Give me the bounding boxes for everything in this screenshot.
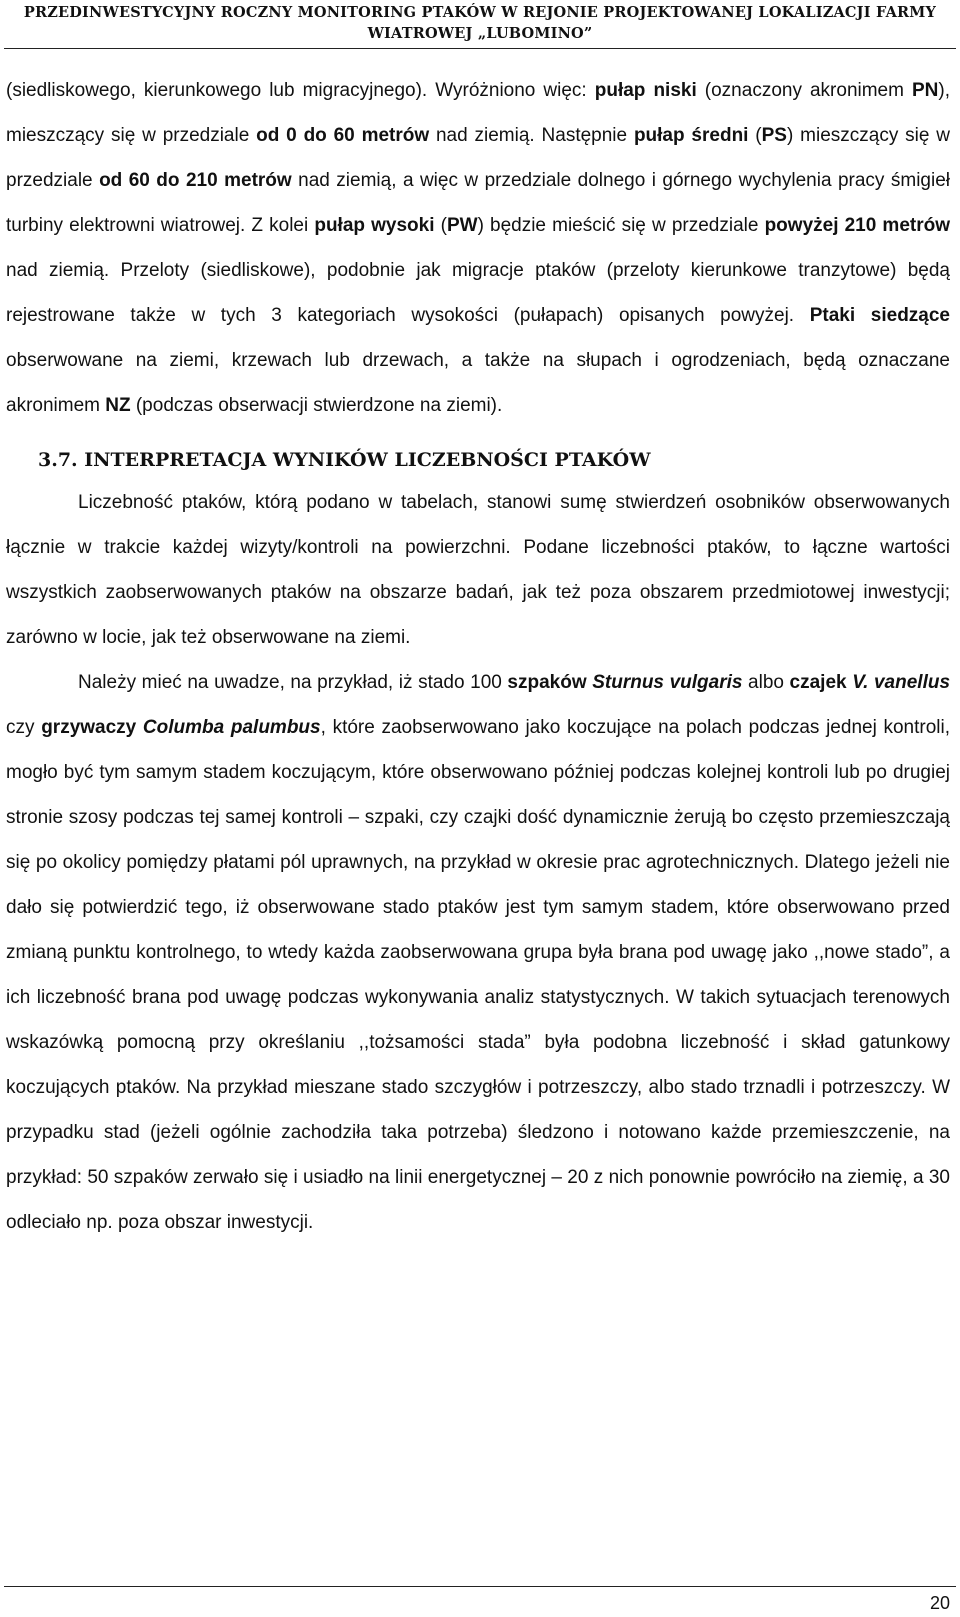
text-span: nad ziemią. Przeloty (siedliskowe), podobnie jak migracje ptaków (przeloty kierunkowe tranzytowe) będą rejestrowane także w tych 3 kategoriach wysokości (pułapach) opisanych powyżej. — [6, 260, 950, 326]
species-latin-lapwing: V. vanellus — [852, 672, 951, 693]
header-divider — [4, 48, 956, 49]
text-span — [136, 717, 143, 738]
text-span: ), mieszczący się w przedziale — [6, 80, 951, 146]
range-mid: od 60 do 210 metrów — [99, 170, 292, 191]
text-span: czy — [6, 717, 42, 738]
paragraph-flock-example — [6, 660, 950, 1245]
running-header-line-2: WIATROWEJ „LUBOMINO” — [367, 25, 593, 42]
text-span: ( — [748, 125, 762, 146]
paragraph-counts: Liczebność ptaków, którą podano w tabelach, stanowi sumę stwierdzeń osobników obserwowanych łącznie w trakcie każdej wizyty/kontroli na powierzchni. Podane liczebności ptaków, to łączne wartości wszystkich zaobserwowanych ptaków na obszarze badań, jak też poza obszarem przedmiotowej inwestycji; zarówno w locie, jak też obserwowane na ziemi. — [6, 492, 950, 648]
page-body — [6, 68, 950, 1245]
term-low-ceiling: pułap niski — [594, 80, 697, 101]
text-span: ) będzie mieścić się w przedziale — [477, 215, 765, 236]
text-span: , które zaobserwowano jako koczujące na polach podczas jednej kontroli, mogło być tym samym stadem koczującym, które obserwowano później podczas kolejnej kontroli lub po drugiej stronie szosy podczas tej samej kontroli – szpaki, czy czajki dość dynamicznie żerują bo często przemieszczają się po okolicy pomiędzy płatami pól uprawnych, na przykład w okresie prac agrotechnicznych. Dlatego jeżeli nie dało się potwierdzić tego, iż obserwowane stado ptaków jest tym samym stadem, które obserwowano przed zmianą punktu kontrolnego, to wtedy każda zaobserwowana grupa była brana pod uwagę jako ,,nowe stado”, a ich liczebność brana pod uwagę podczas wykonywania analiz statystycznych. W takich sytuacjach terenowych wskazówką pomocną przy określaniu ,,tożsamości stada” była podobna liczebność i skład gatunkowy koczujących ptaków. Na przykład mieszane stado szczygłów i potrzeszczy, albo stado trznadli i potrzeszczy. W przypadku stad (jeżeli ogólnie zachodziła taka potrzeba) śledzono i notowano każde przemieszczenie, na przykład: 50 szpaków zerwało się i usiadło na linii energetycznej – 20 z nich ponownie powróciło na ziemię, a 30 odleciało np. poza obszar inwestycji. — [6, 717, 950, 1233]
text-span: obserwowane na ziemi, krzewach lub drzewach, a także na słupach i ogrodzeniach, będą oznaczane akronimem — [6, 350, 950, 416]
species-latin-starling: Sturnus vulgaris — [592, 672, 743, 693]
species-latin-woodpigeon: Columba palumbus — [142, 717, 321, 738]
range-low: od 0 do 60 metrów — [256, 125, 430, 146]
text-span: ( — [434, 215, 447, 236]
term-high-ceiling: pułap wysoki — [314, 215, 435, 236]
species-common-starling: szpaków — [507, 672, 587, 693]
text-span: Należy mieć na uwadze, na przykład, iż stado 100 — [78, 672, 508, 693]
range-high: powyżej 210 metrów — [764, 215, 950, 236]
acronym-nz: NZ — [105, 395, 131, 416]
page-number: 20 — [929, 1593, 950, 1613]
text-span: nad ziemią. Następnie — [429, 125, 634, 146]
text-span: (siedliskowego, kierunkowego lub migracyjnego). Wyróżniono więc: — [6, 80, 595, 101]
section-heading: 3.7. INTERPRETACJA WYNIKÓW LICZEBNOŚCI PTAKÓW — [38, 449, 651, 471]
running-header-line-1: PRZEDINWESTYCYJNY ROCZNY MONITORING PTAKÓW W REJONIE PROJEKTOWANEJ LOKALIZACJI FARMY — [23, 4, 937, 21]
text-span: ) mieszczący się w przedziale — [6, 125, 950, 191]
term-sitting-birds: Ptaki siedzące — [809, 305, 951, 326]
paragraph-altitude-categories — [6, 68, 950, 428]
acronym-pw: PW — [446, 215, 478, 236]
acronym-ps: PS — [761, 125, 787, 146]
species-common-lapwing: czajek — [789, 672, 847, 693]
term-mid-ceiling: pułap średni — [633, 125, 749, 146]
acronym-pn: PN — [912, 80, 939, 101]
text-span: (podczas obserwacji stwierdzone na ziemi). — [130, 395, 503, 416]
species-common-woodpigeon: grzywaczy — [41, 717, 137, 738]
text-span: albo — [742, 672, 790, 693]
text-span: (oznaczony akronimem — [696, 80, 912, 101]
text-span: nad ziemią, a więc w przedziale dolnego i górnego wychylenia pracy śmigieł turbiny elektrowni wiatrowej. Z kolei — [6, 170, 950, 236]
running-header — [0, 2, 960, 44]
footer-divider — [4, 1586, 956, 1587]
